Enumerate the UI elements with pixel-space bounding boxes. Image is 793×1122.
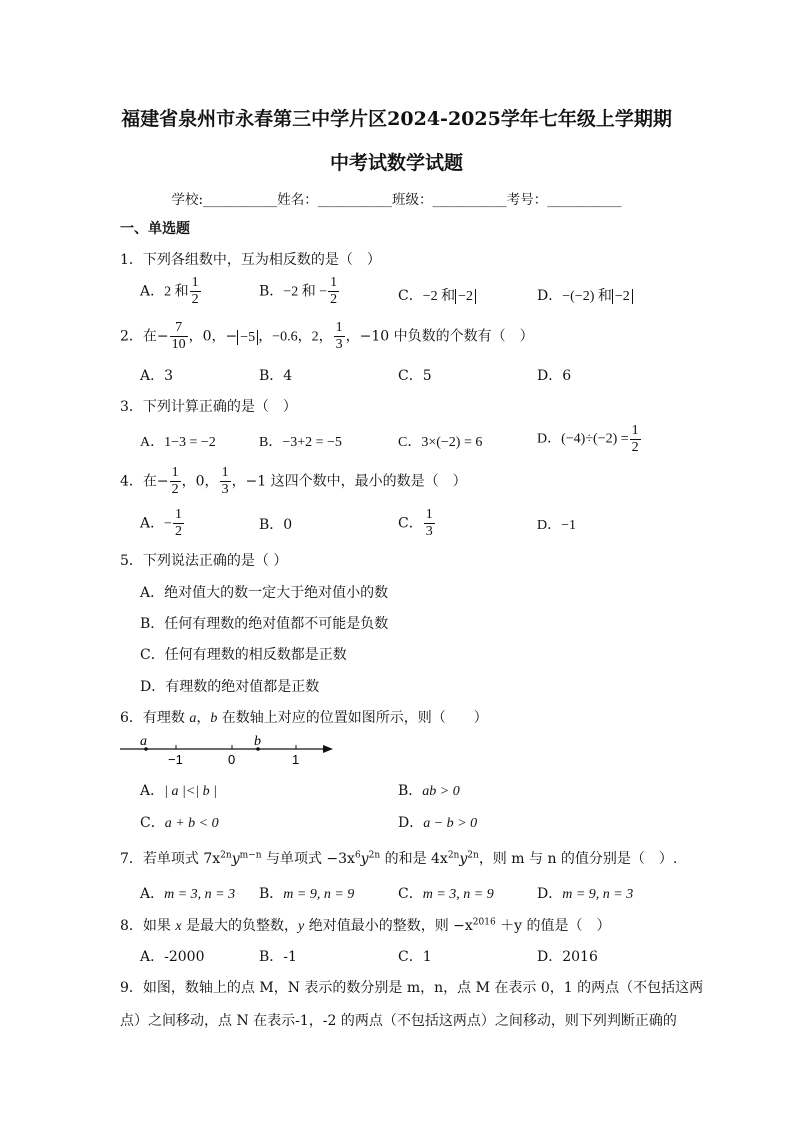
number-line-arrow [323, 745, 333, 753]
page-title-line1: 福建省泉州市永春第三中学片区2024-2025学年七年级上学期期 [121, 108, 672, 130]
section-heading: 一、单选题 [120, 221, 190, 237]
q8-option-d: D．2016 [537, 949, 598, 965]
q1-option-b: B．−2 和 − $\frac{1}{2}$ [259, 275, 338, 307]
question-1-stem: 1．下列各组数中，互为相反数的是（ ） [120, 252, 381, 268]
question-4-stem: 4．在− $\frac{1}{2}$ ，0， $\frac{1}{3}$ ，−1 这四个数中，最小的数是（ ） [120, 465, 467, 497]
question-8-stem: 8．如果 x 是最大的负整数，y 绝对值最小的整数，则 $-x^{2016} +y$ 的值是（ ） [120, 917, 611, 934]
student-info-line: 学校:___________姓名：___________班级：___________考号：___________ [171, 192, 622, 208]
q6-option-a: A．| a |<| b | [140, 783, 217, 799]
question-2-stem: 2．在− $\frac{7}{10}$ ，0，− −5 ，−0.6，2， $\frac{1}{3}$ ，−10 中负数的个数有（ ） [120, 320, 534, 352]
question-9-line1: 9．如图，数轴上的点 M，N 表示的数分别是 m，n，点 M 在表示 0，1 的两点（不包括这两 [120, 980, 704, 996]
q2-option-d: D．6 [537, 368, 572, 384]
q5-option-a: A．绝对值大的数一定大于绝对值小的数 [140, 585, 389, 601]
question-6-stem: 6．有理数 a，b 在数轴上对应的位置如图所示，则（ ） [120, 710, 488, 726]
q3-option-a: A．1−3 = −2 [140, 435, 216, 450]
question-7-stem: 7．若单项式 $7x^{2n}y^{m-n}$ 与单项式 $-3x^6y^{2n}$ 的和是 $4x^{2n}y^{2n}$，则 m 与 n 的值分别是（ ）. [120, 850, 678, 867]
q7-option-d: D．m = 9, n = 3 [537, 886, 634, 902]
q3-option-d: D．(−4)÷(−2) = $\frac{1}{2}$ [537, 423, 639, 455]
q2-option-a: A．3 [140, 368, 174, 384]
q4-option-b: B．0 [259, 517, 293, 533]
question-3-stem: 3．下列计算正确的是（ ） [120, 399, 297, 415]
tick-label-0: 0 [228, 752, 236, 767]
q6-option-b: B．ab > 0 [398, 783, 460, 799]
q6-option-c: C．a + b < 0 [140, 815, 219, 831]
q7-option-a: A．m = 3, n = 3 [140, 886, 236, 902]
q5-option-d: D．有理数的绝对值都是正数 [140, 679, 320, 695]
q7-option-b: B．m = 9, n = 9 [259, 886, 355, 902]
q4-option-d: D．−1 [537, 518, 577, 533]
q6-option-d: D．a − b > 0 [398, 815, 478, 831]
question-5-stem: 5．下列说法正确的是（ ） [120, 553, 288, 569]
q8-option-a: A．-2000 [140, 949, 205, 965]
q3-option-c: C．3×(−2) = 6 [398, 435, 483, 450]
q7-option-c: C．m = 3, n = 9 [398, 886, 494, 902]
q8-option-c: C．1 [398, 949, 432, 965]
q2-option-b: B．4 [259, 368, 293, 384]
q2-option-c: C．5 [398, 368, 432, 384]
q4-option-a: A．− $\frac{1}{2}$ [140, 507, 183, 539]
label-a: a [140, 734, 147, 749]
q1-option-a: A．2 和 $\frac{1}{2}$ [140, 275, 199, 307]
tick-label-1: 1 [292, 752, 300, 767]
number-line-figure [118, 730, 338, 768]
q3-option-b: B．−3+2 = −5 [259, 435, 342, 450]
label-b: b [254, 734, 261, 749]
page-title-line2: 中考试数学试题 [329, 152, 463, 174]
tick-label-minus-1: −1 [168, 752, 183, 767]
q5-option-b: B．任何有理数的绝对值都不可能是负数 [140, 616, 389, 632]
q8-option-b: B．-1 [259, 949, 297, 965]
question-9-line2: 点）之间移动，点 N 在表示-1，-2 的两点（不包括这两点）之间移动，则下列判断正确的 [120, 1013, 677, 1029]
q1-option-c: C．−2 和 −2 [398, 285, 476, 305]
q5-option-c: C．任何有理数的相反数都是正数 [140, 647, 347, 663]
q1-option-d: D．−(−2) 和 −2 [537, 285, 633, 305]
q4-option-c: C． $\frac{1}{3}$ [398, 507, 433, 539]
